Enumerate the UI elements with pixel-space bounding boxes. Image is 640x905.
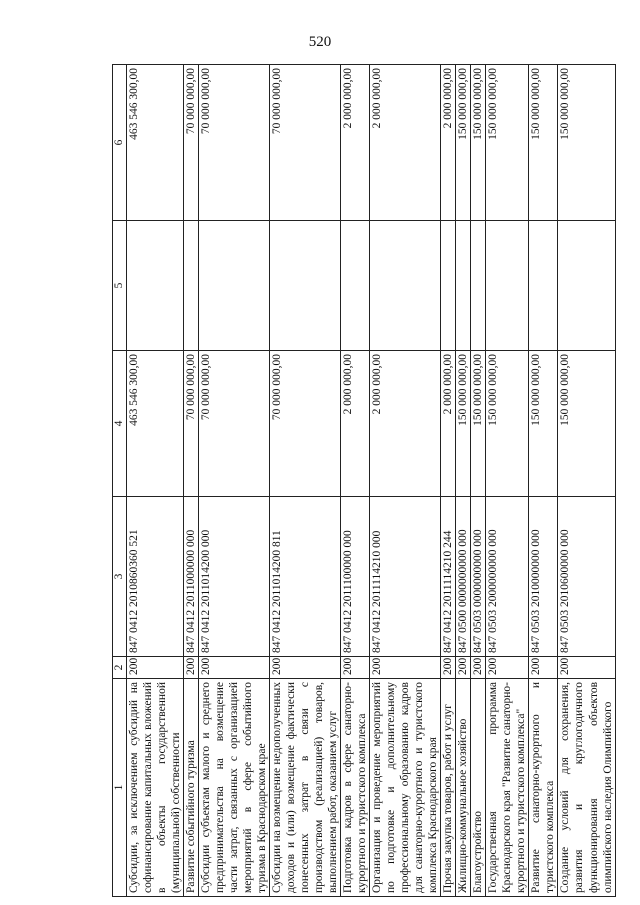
col-header-1: 1 xyxy=(113,679,127,897)
row-col4: 150 000 000,00 xyxy=(456,351,471,497)
row-col6: 150 000 000,00 xyxy=(529,65,558,221)
row-col6: 150 000 000,00 xyxy=(558,65,615,221)
row-col6: 2 000 000,00 xyxy=(341,65,370,221)
row-kbk: 847 0412 2011014200 000 xyxy=(199,497,270,657)
row-col5 xyxy=(199,221,270,351)
row-col6: 70 000 000,00 xyxy=(270,65,341,221)
row-col6: 150 000 000,00 xyxy=(471,65,486,221)
row-col5 xyxy=(370,221,441,351)
row-col4: 150 000 000,00 xyxy=(529,351,558,497)
row-col4: 70 000 000,00 xyxy=(199,351,270,497)
row-name: Субсидии на возмещение недополученных доходов и (или) возмещение фактически понесенных затрат в связи с производством (реализацией) товаров, выполнением работ, оказанием услуг xyxy=(270,679,341,897)
row-name: Государственная программа Краснодарского края "Развитие санаторно-курортного и туристского комплекса" xyxy=(486,679,529,897)
col-header-6: 6 xyxy=(113,65,127,221)
row-col6: 463 546 300,00 xyxy=(127,65,184,221)
row-col4: 463 546 300,00 xyxy=(127,351,184,497)
row-name: Развитие событийного туризма xyxy=(184,679,199,897)
row-col6: 2 000 000,00 xyxy=(370,65,441,221)
row-col4: 150 000 000,00 xyxy=(471,351,486,497)
col-header-5: 5 xyxy=(113,221,127,351)
table-row xyxy=(456,65,471,897)
table-row xyxy=(184,65,199,897)
row-col6: 70 000 000,00 xyxy=(199,65,270,221)
row-kbk: 847 0412 2011114210 244 xyxy=(441,497,456,657)
row-kbk: 847 0412 2011000000 000 xyxy=(184,497,199,657)
row-code: 200 xyxy=(184,657,199,679)
row-col4: 70 000 000,00 xyxy=(270,351,341,497)
row-code: 200 xyxy=(127,657,184,679)
row-code: 200 xyxy=(558,657,615,679)
row-col4: 70 000 000,00 xyxy=(184,351,199,497)
row-col5 xyxy=(127,221,184,351)
row-col5 xyxy=(456,221,471,351)
page-number: 520 xyxy=(308,34,332,50)
col-header-3: 3 xyxy=(113,497,127,657)
row-name: Подготовка кадров в сфере санаторно-курортного и туристского комплекса xyxy=(341,679,370,897)
row-col4: 2 000 000,00 xyxy=(370,351,441,497)
table-row xyxy=(471,65,486,897)
table-row xyxy=(486,65,529,897)
row-col6: 2 000 000,00 xyxy=(441,65,456,221)
row-col6: 70 000 000,00 xyxy=(184,65,199,221)
row-col5 xyxy=(558,221,615,351)
table-row xyxy=(270,65,341,897)
row-col5 xyxy=(441,221,456,351)
row-kbk: 847 0412 2011114210 000 xyxy=(370,497,441,657)
row-col4: 150 000 000,00 xyxy=(486,351,529,497)
col-header-4: 4 xyxy=(113,351,127,497)
row-kbk: 847 0412 2011014200 811 xyxy=(270,497,341,657)
table-row xyxy=(441,65,456,897)
row-code: 200 xyxy=(441,657,456,679)
row-col5 xyxy=(184,221,199,351)
table-row xyxy=(370,65,441,897)
row-name: Создание условий для сохранения, развития и круглогодичного функционирования объектов олимпийского наследия Олимпийского xyxy=(558,679,615,897)
header-row xyxy=(113,65,127,897)
row-kbk: 847 0503 2010000000 000 xyxy=(529,497,558,657)
row-code: 200 xyxy=(341,657,370,679)
row-kbk: 847 0503 2000000000 000 xyxy=(486,497,529,657)
row-name: Развитие санаторно-курортного и туристского комплекса xyxy=(529,679,558,897)
table-row xyxy=(199,65,270,897)
row-col5 xyxy=(471,221,486,351)
row-code: 200 xyxy=(486,657,529,679)
row-name: Субсидии субъектам малого и среднего предпринимательства на возмещение части затрат, связанных с организацией мероприятий в сфере событийного туризма в Краснодарском крае xyxy=(199,679,270,897)
row-col6: 150 000 000,00 xyxy=(456,65,471,221)
row-col4: 150 000 000,00 xyxy=(558,351,615,497)
row-name: Организация и проведение мероприятий по подготовке и дополнительному профессиональному образованию кадров для санаторно-курортного и туристского комплекса Краснодарского края xyxy=(370,679,441,897)
row-code: 200 xyxy=(199,657,270,679)
row-col4: 2 000 000,00 xyxy=(441,351,456,497)
row-col4: 2 000 000,00 xyxy=(341,351,370,497)
table-row xyxy=(529,65,558,897)
row-kbk: 847 0500 0000000000 000 xyxy=(456,497,471,657)
table-row xyxy=(558,65,615,897)
rotated-budget-table xyxy=(112,65,616,897)
row-col5 xyxy=(486,221,529,351)
col-header-2: 2 xyxy=(113,657,127,679)
row-code: 200 xyxy=(456,657,471,679)
row-kbk: 847 0503 0000000000 000 xyxy=(471,497,486,657)
row-code: 200 xyxy=(471,657,486,679)
budget-table xyxy=(112,64,616,897)
row-name: Жилищно-коммунальное хозяйство xyxy=(456,679,471,897)
row-col6: 150 000 000,00 xyxy=(486,65,529,221)
row-name: Прочая закупка товаров, работ и услуг xyxy=(441,679,456,897)
row-code: 200 xyxy=(529,657,558,679)
row-name: Субсидии, за исключением субсидий на софинансирование капитальных вложений в объекты государственной (муниципальной) собственности xyxy=(127,679,184,897)
row-kbk: 847 0412 2010860360 521 xyxy=(127,497,184,657)
table-row xyxy=(127,65,184,897)
table-row xyxy=(341,65,370,897)
row-code: 200 xyxy=(270,657,341,679)
row-col5 xyxy=(341,221,370,351)
row-kbk: 847 0412 2011100000 000 xyxy=(341,497,370,657)
row-name: Благоустройство xyxy=(471,679,486,897)
row-kbk: 847 0503 2010600000 000 xyxy=(558,497,615,657)
row-code: 200 xyxy=(370,657,441,679)
row-col5 xyxy=(529,221,558,351)
row-col5 xyxy=(270,221,341,351)
